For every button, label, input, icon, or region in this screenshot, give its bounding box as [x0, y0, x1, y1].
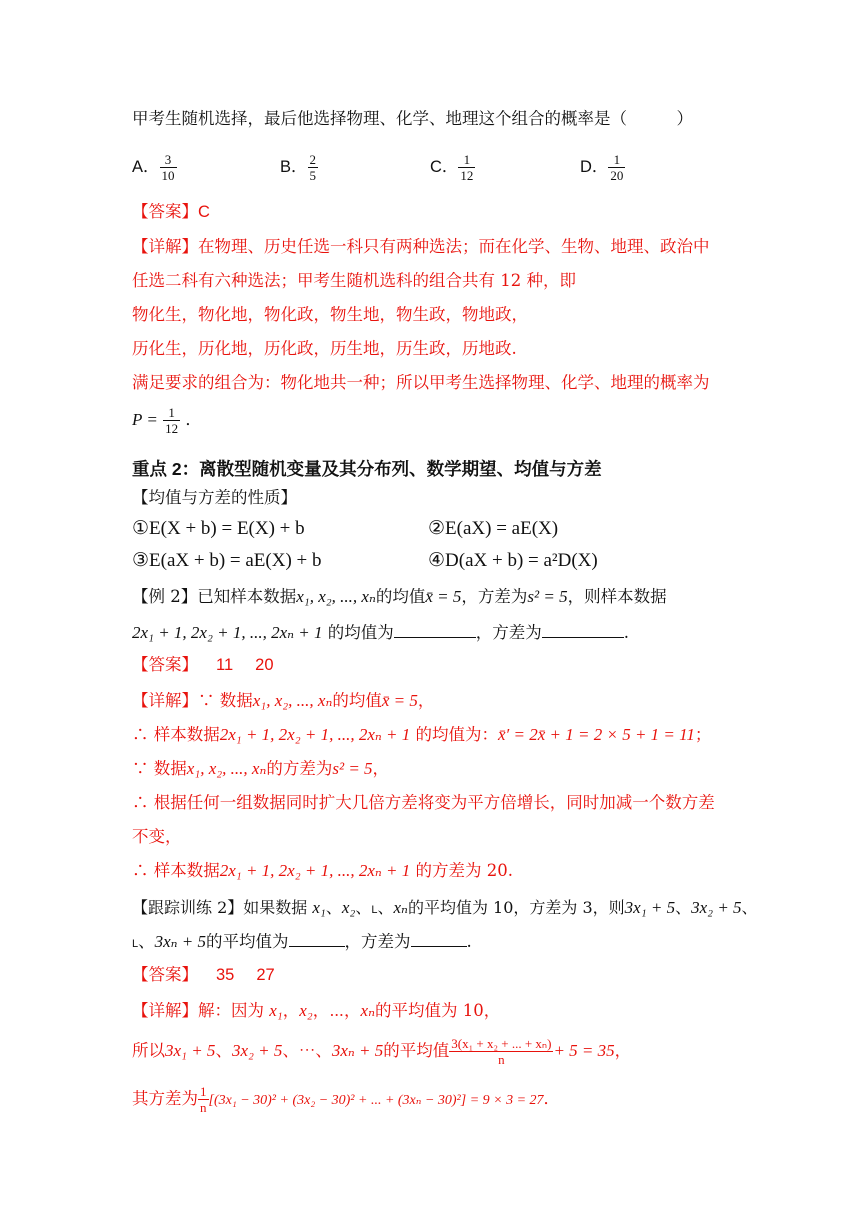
answer-1: [132, 201, 210, 223]
detail-2-line-3: ∵ 数据x₁, x₂, ..., xₙ的方差为s² = 5，: [132, 759, 390, 778]
training-2-line-2: L、3xₙ + 5的平均值为 ，方差为 .: [132, 932, 472, 951]
option-d-fraction: $\frac{1}{20}$: [610, 152, 624, 183]
probability-formula: P = $\frac{1}{12}$ ．: [132, 405, 202, 436]
detail-3-line-2: 所以3x₁ + 5、3x₂ + 5、⋯、3xₙ + 5的平均值 $\frac{\text{3(x₁ + x₂ + ... + xₙ)}}{n}$ + 5 = 35，: [132, 1036, 632, 1067]
answer-value: C: [198, 203, 210, 221]
option-a-label: A．: [132, 158, 160, 176]
blank-mean-2[interactable]: [289, 946, 345, 947]
option-d[interactable]: [580, 152, 625, 183]
answer-3: 【答案】 35 27: [132, 965, 275, 984]
option-c-fraction: $\frac{1}{12}$: [460, 152, 474, 183]
answer-tag: 【答案】: [132, 202, 198, 221]
blank-variance[interactable]: [542, 637, 624, 638]
example-2-line-1: 【例 2】已知样本数据x₁, x₂, ..., xₙ的均值x̄ = 5，方差为s² = 5，则样本数据: [132, 587, 667, 606]
detail-tag: 【详解】: [132, 237, 198, 256]
detail-2-line-2: ∴ 样本数据2x₁ + 1, 2x₂ + 1, ..., 2xₙ + 1 的均值为：x̄′ = 2x̄ + 1 = 2 × 5 + 1 = 11；: [132, 725, 712, 744]
properties-title: 【均值与方差的性质】: [132, 488, 297, 507]
blank-mean[interactable]: [394, 637, 476, 638]
training-2-line-1: 【跟踪训练 2】如果数据 x₁、x₂、L、xₙ的平均值为 10，方差为 3，则3x₁ + 5、3x₂ + 5、: [132, 898, 758, 917]
option-c-label: C．: [430, 158, 459, 176]
property-1: ①E(X + b) = E(X) + b: [132, 518, 305, 539]
detail-1-line-1: 【详解】在物理、历史任选一科只有两种选法；而在化学、生物、地理、政治中: [132, 237, 710, 256]
blank-variance-2[interactable]: [411, 946, 467, 947]
detail-2-line-6: ∴ 样本数据2x₁ + 1, 2x₂ + 1, ..., 2xₙ + 1 的方差为 20.: [132, 861, 514, 880]
detail-2-line-1: 【详解】∵ 数据x₁, x₂, ..., xₙ的均值x̄ = 5，: [132, 691, 435, 710]
option-a[interactable]: [132, 152, 177, 183]
answer-2: 【答案】 11 20: [132, 655, 274, 674]
option-c[interactable]: [430, 152, 475, 183]
detail-3-line-1: 【详解】解：因为 x₁，x₂，⋯，xₙ的平均值为 10，: [132, 1001, 501, 1020]
option-a-fraction: $\frac{3}{10}$: [161, 152, 175, 183]
property-2: ②E(aX) = aE(X): [428, 518, 559, 539]
property-4: ④D(aX + b) = a²D(X): [428, 550, 598, 571]
section-title: 重点 2：离散型随机变量及其分布列、数学期望、均值与方差: [132, 459, 602, 479]
example-2-line-2: 2x₁ + 1, 2x₂ + 1, ..., 2xₙ + 1 的均值为 ，方差为 .: [132, 623, 630, 642]
detail-1-line-4: 历化生，历化地，历化政，历生地，历生政，历地政.: [132, 339, 517, 358]
detail-2-line-5: 不变，: [132, 827, 182, 846]
detail-2-line-4: ∴ 根据任何一组数据同时扩大几倍方差将变为平方倍增长，同时加减一个数方差: [132, 793, 715, 812]
detail-3-line-3: 其方差为 $\frac{1}{n}$ [(3x₁ − 30)² + (3x₂ − 30)² + ... + (3xₙ − 30)²] = 9 × 3 = 27．: [132, 1084, 561, 1115]
option-d-label: D．: [580, 158, 609, 176]
option-b[interactable]: [280, 152, 318, 183]
detail-1-line-5: 满足要求的组合为：物化地共一种；所以甲考生选择物理、化学、地理的概率为: [132, 373, 710, 392]
option-b-fraction: $\frac{2}{5}$: [309, 152, 317, 183]
detail-1-line-3: 物化生，物化地，物化政，物生地，物生政，物地政，: [132, 305, 528, 324]
option-b-label: B．: [280, 158, 308, 176]
property-3: ③E(aX + b) = aE(X) + b: [132, 550, 322, 571]
detail-1-line-2: 任选二科有六种选法；甲考生随机选科的组合共有 12 种，即: [132, 271, 576, 290]
question-text: 甲考生随机选择，最后他选择物理、化学、地理这个组合的概率是（ ）: [132, 109, 693, 128]
